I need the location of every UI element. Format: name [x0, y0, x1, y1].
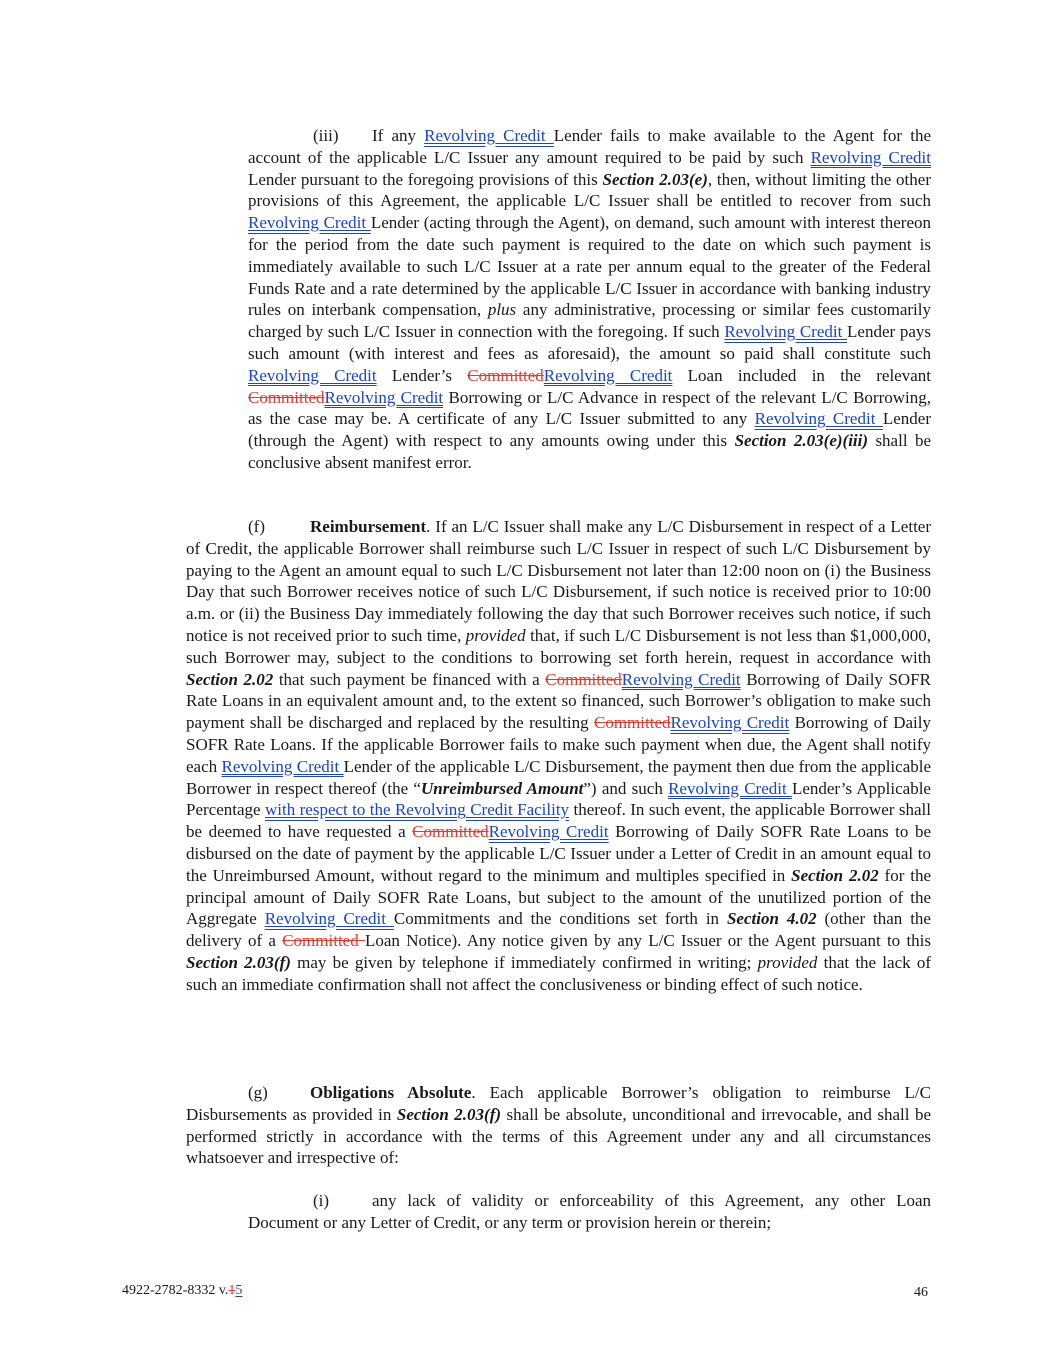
section-reference: Section 2.03(e)(iii) [734, 431, 869, 451]
section-reference: Section 2.03(f) [396, 1104, 502, 1124]
section-reference: Section 2.03(e) [602, 169, 708, 189]
inserted-text: Revolving Credit [424, 126, 554, 145]
inserted-text: Revolving Credit [810, 147, 931, 167]
clause-number-g: (g) [248, 1083, 268, 1102]
inserted-text: Revolving Credit [248, 213, 371, 233]
section-reference: Section 4.02 [726, 909, 817, 929]
paragraph-i: (i) any lack of validity or enforceability of this Agreement, any other Loan Document or any Letter of Credit, or any term or provision herein or therein; [248, 1191, 931, 1232]
deleted-text: Committed [282, 931, 365, 951]
section-reference: Section 2.02 [791, 865, 879, 885]
deleted-text: Committed [467, 365, 544, 385]
inserted-text: Revolving Credit [488, 822, 609, 842]
inserted-text: Revolving Credit [248, 365, 377, 385]
inserted-text: Revolving Credit [668, 778, 792, 798]
section-heading-obligations-absolute: Obligations Absolute [310, 1083, 472, 1102]
inserted-text: Revolving Credit [670, 713, 790, 733]
paragraph-g: (g) Obligations Absolute. Each applicable Borrower’s obligation to reimburse L/C Disbursements as provided in Section 2.03(f) shall be absolute, unconditional and irrevocable, and shall be performed strictly in accordance with the terms of this Agreement under any and all circumstances whatsoever and irrespective of: [186, 1083, 932, 1168]
deleted-version: 1 [228, 1283, 236, 1298]
inserted-text: Revolving Credit [754, 409, 883, 429]
inserted-text: with respect to the Revolving Credit Facility [264, 800, 570, 820]
inserted-text: Revolving Credit [221, 756, 344, 776]
section-reference: Section 2.03(f) [186, 952, 291, 972]
inserted-text: Revolving Credit [324, 387, 444, 407]
deleted-text: Committed [593, 713, 671, 733]
inserted-text: Revolving Credit [264, 909, 394, 929]
paragraph-f: (f) Reimbursement. If an L/C Issuer shall make any L/C Disbursement in respect of a Letter of Credit, the applicable Borrower shall reimburse such L/C Issuer in respect of such L/C Disbursement by paying to the Agent an amount equal to such L/C Disbursement not later than 12:00 noon on (i) the Business Day that such Borrower receives notice of such L/C Disbursement, if such notice is received prior to 10:00 a.m. or (ii) the Business Day immediately following the day that such Borrower receives such notice, if such notice is not received prior to such time, provided that, if such L/C Disbursement is not less than $1,000,000, such Borrower may, subject to the conditions to borrowing set forth herein, request in accordance with Section 2.02 that such payment be financed with a CommittedRevolving Credit Borrowing of Daily SOFR Rate Loans in an equivalent amount and, to the extent so financed, such Borrower’s obligation to make such payment shall be discharged and replaced by the resulting CommittedRevolving Credit Borrowing of Daily SOFR Rate Loans. If the applicable Borrower fails to make such payment when due, the Agent shall notify each Revolving Credit Lender of the applicable L/C Disbursement, the payment then due from the applicable Borrower in respect thereof (the “Unreimbursed Amount”) and such Revolving Credit Lender’s Applicable Percentage with respect to the Revolving Credit Facility thereof. In such event, the applicable Borrower shall be deemed to have requested a CommittedRevolving Credit Borrowing of Daily SOFR Rate Loans to be disbursed on the date of payment by the applicable L/C Issuer under a Letter of Credit in an amount equal to the Unreimbursed Amount, without regard to the minimum and multiples specified in Section 2.02 for the principal amount of Daily SOFR Rate Loans, but subject to the amount of the unutilized portion of the Aggregate Revolving Credit Commitments and the conditions set forth in Section 4.02 (other than the delivery of a Committed Loan Notice). Any notice given by any L/C Issuer or the Agent pursuant to this Section 2.03(f) may be given by telephone if immediately confirmed in writing; provided that the lack of such an immediate confirmation shall not affect the conclusiveness or binding effect of such notice. [186, 517, 932, 994]
deleted-text: Committed [545, 669, 622, 689]
clause-number-iii: (iii) [313, 126, 339, 145]
section-reference: Section 2.02 [186, 669, 274, 689]
deleted-text: Committed [412, 822, 489, 842]
document-id: 4922-2782-8332 v.15 [122, 1283, 243, 1298]
paragraph-iii: (iii) If any Revolving Credit Lender fails to make available to the Agent for the account of the applicable L/C Issuer any amount required to be paid by such Revolving Credit Lender pursuant to the foregoing provisions of this Section 2.03(e), then, without limiting the other provisions of this Agreement, the applicable L/C Issuer shall be entitled to recover from such Revolving Credit Lender (acting through the Agent), on demand, such amount with interest thereon for the period from the date such payment is required to the date on which such payment is immediately available to such L/C Issuer at a rate per annum equal to the greater of the Federal Funds Rate and a rate determined by the applicable L/C Issuer in accordance with banking industry rules on interbank compensation, plus any administrative, processing or similar fees customarily charged by such L/C Issuer in connection with the foregoing. If such Revolving Credit Lender pays such amount (with interest and fees as aforesaid), the amount so paid shall constitute such Revolving Credit Lender’s CommittedRevolving Credit Loan included in the relevant CommittedRevolving Credit Borrowing or L/C Advance in respect of the relevant L/C Borrowing, as the case may be. A certificate of any L/C Issuer submitted to any Revolving Credit Lender (through the Agent) with respect to any amounts owing under this Section 2.03(e)(iii) shall be conclusive absent manifest error. [248, 126, 932, 472]
defined-term: Unreimbursed Amount [420, 778, 584, 798]
inserted-text: Revolving Credit [621, 669, 741, 689]
section-heading-reimbursement: Reimbursement [310, 517, 427, 536]
inserted-text: Revolving Credit [543, 365, 673, 385]
clause-number-f: (f) [248, 517, 265, 536]
inserted-text: Revolving Credit [724, 322, 848, 342]
page-number: 46 [914, 1285, 928, 1300]
clause-number-i: (i) [313, 1191, 330, 1210]
deleted-text: Committed [248, 387, 325, 407]
inserted-version: 5 [235, 1283, 243, 1298]
